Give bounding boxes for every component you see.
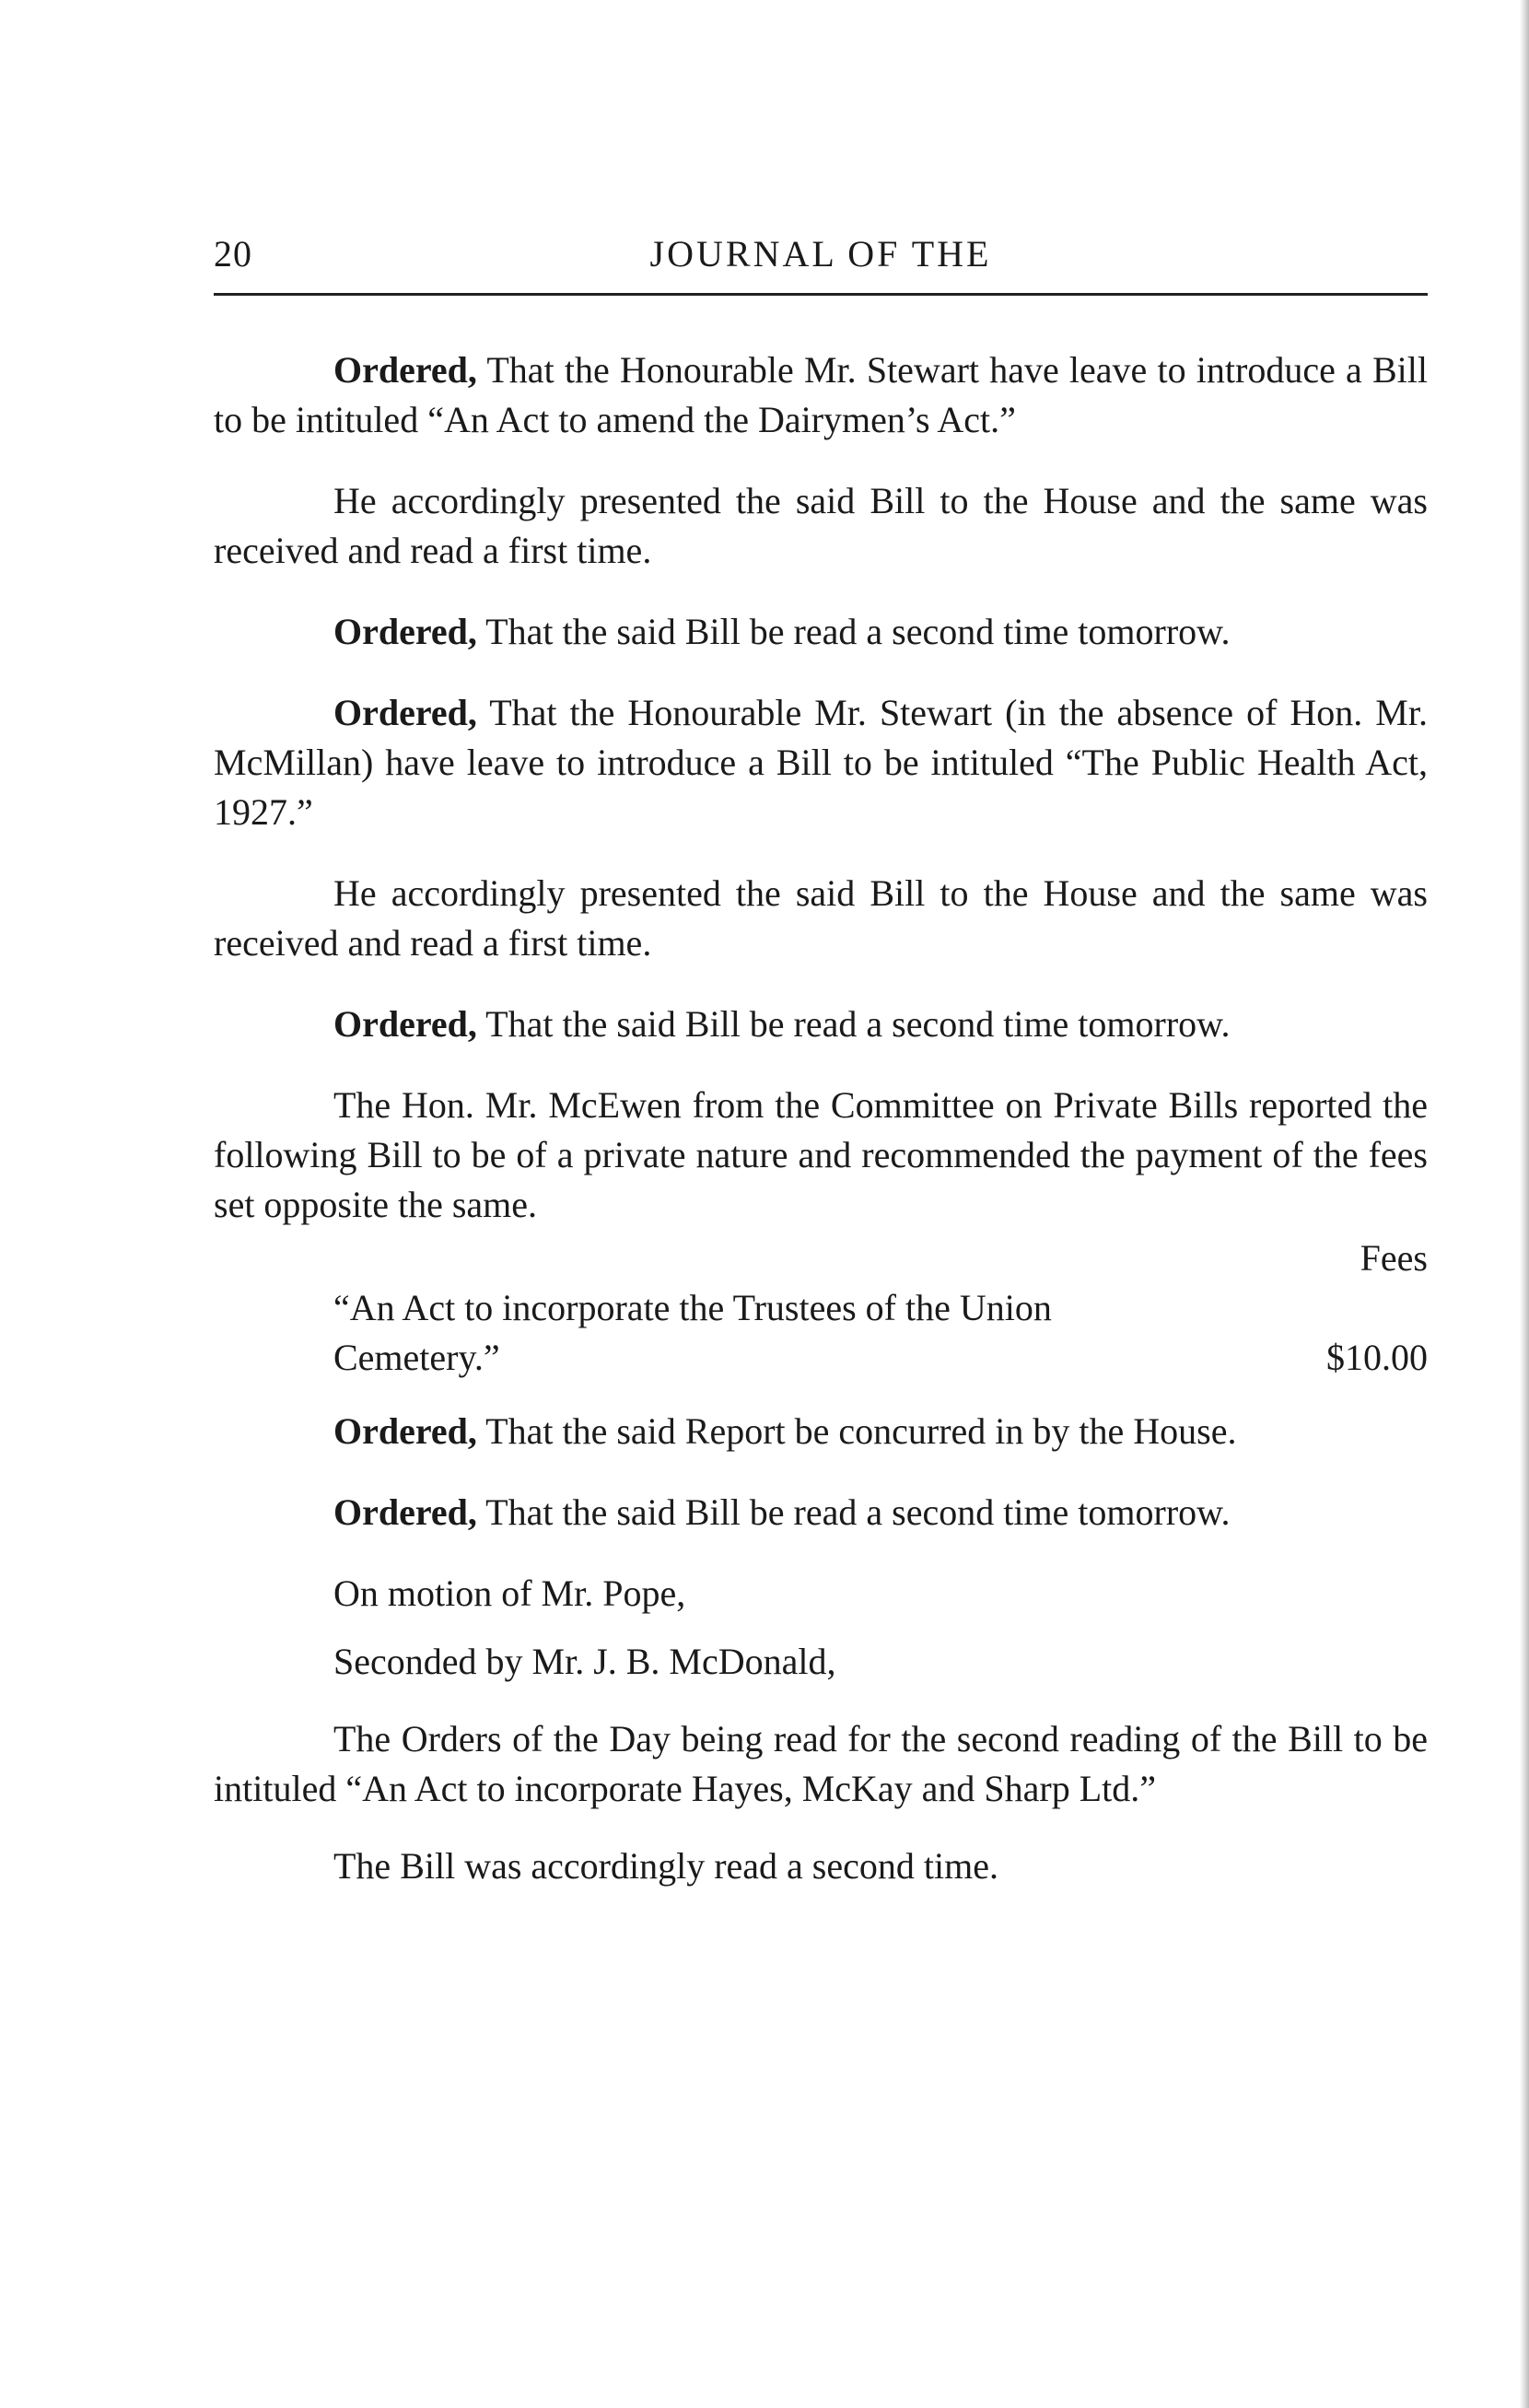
paragraph-text: That the Honourable Mr. Stewart (in the absence of Hon. Mr. McMillan) have leave to introduce a Bill to be intituled “The Public Health Act, 1927.” [214,692,1428,833]
bill-title: “An Act to incorporate the Trustees of the Union Cemetery.” [333,1287,1052,1378]
paragraph-read-second-time [214,1841,1428,1891]
paragraph-ordered-leave-public-health [214,688,1428,837]
ordered-lead: Ordered, [333,1003,477,1045]
paragraph-ordered-leave-dairymen [214,345,1428,445]
paragraph-text: That the said Bill be read a second time tomorrow. [476,1003,1231,1045]
paragraph-text: The Bill was accordingly read a second time. [333,1845,998,1887]
seconded-line: Seconded by Mr. J. B. McDonald, [333,1641,836,1682]
paragraph-text: The Hon. Mr. McEwen from the Committee on Private Bills reported the following Bill to be of a private nature and recommended the payment of the fees set opposite the same. [214,1084,1428,1225]
fees-table-row [214,1283,1428,1383]
ordered-lead: Ordered, [333,1491,477,1533]
paragraph-committee-report [214,1081,1428,1230]
paragraph-text: That the said Report be concurred in by the House. [476,1410,1237,1452]
bill-fee: $10.00 [1326,1337,1428,1378]
running-title: JOURNAL OF THE [649,233,992,275]
page-header [214,232,1428,278]
journal-body [214,345,1428,1923]
ordered-lead: Ordered, [333,611,477,652]
scan-edge-shadow [1520,0,1529,2408]
ordered-lead: Ordered, [333,349,477,391]
fees-column-header: Fees [1360,1237,1428,1279]
paragraph-presented-2 [214,869,1428,968]
paragraph-ordered-second-reading-3 [214,1488,1428,1537]
paragraph-ordered-report-concurred [214,1407,1428,1456]
ordered-lead: Ordered, [333,1410,477,1452]
page-number: 20 [214,233,252,275]
paragraph-text: That the said Bill be read a second time tomorrow. [476,1491,1231,1533]
motion-line: On motion of Mr. Pope, [333,1572,686,1614]
ordered-lead: Ordered, [333,692,477,733]
paragraph-text: That the Honourable Mr. Stewart have leave to introduce a Bill to be intituled “An Act to amend the Dairymen’s Act.” [214,349,1428,440]
paragraph-orders-of-the-day [214,1714,1428,1814]
paragraph-text: He accordingly presented the said Bill to the House and the same was received and read a first time. [214,480,1428,571]
paragraph-text: He accordingly presented the said Bill to the House and the same was received and read a first time. [214,872,1428,964]
paragraph-ordered-second-reading-2 [214,999,1428,1049]
paragraph-ordered-second-reading-1 [214,607,1428,657]
header-rule [214,293,1428,296]
paragraph-text: That the said Bill be read a second time tomorrow. [476,611,1231,652]
paragraph-presented-1 [214,476,1428,576]
paragraph-text: The Orders of the Day being read for the second reading of the Bill to be intituled “An Act to incorporate Hayes, McKay and Sharp Ltd.” [214,1718,1428,1809]
